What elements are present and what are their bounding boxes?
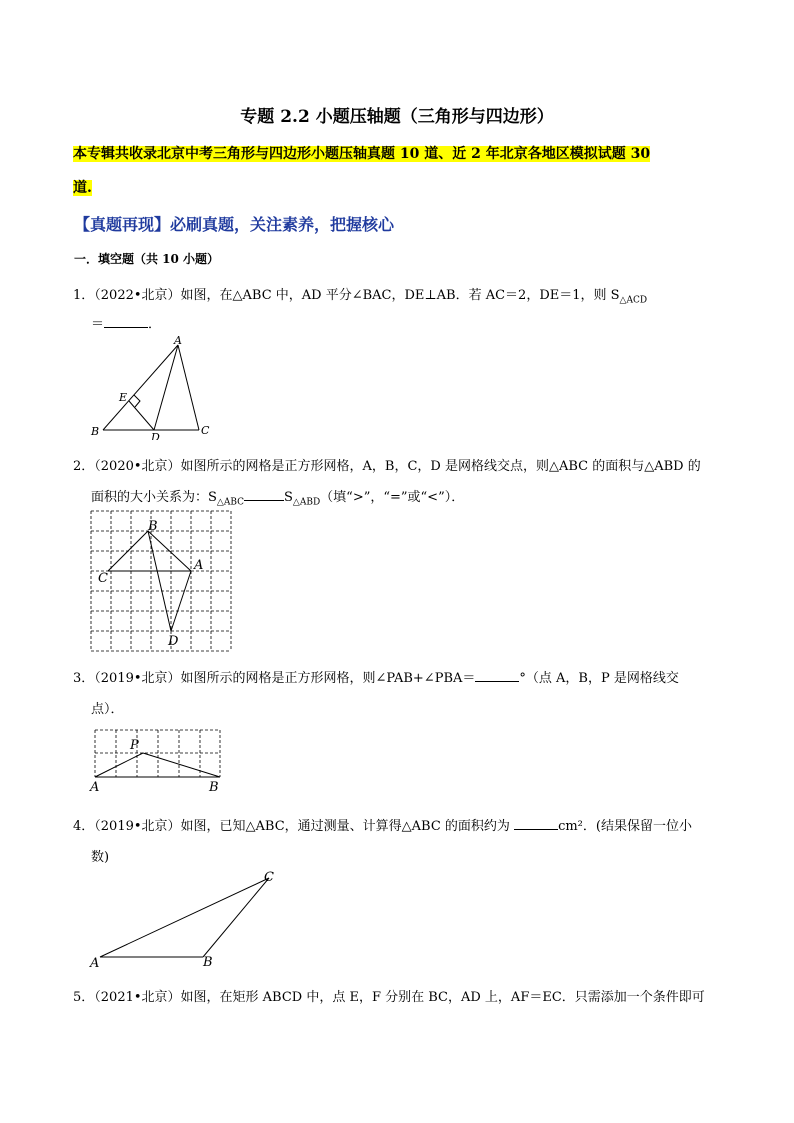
question-4-line-2: 数) — [91, 850, 110, 865]
answer-blank-3[interactable] — [475, 669, 519, 682]
label-A: A — [90, 956, 100, 971]
answer-blank-4[interactable] — [514, 817, 558, 830]
label-C: C — [264, 870, 274, 885]
question-4-line-1: 4．（2019•北京）如图，已知△ABC，通过测量、计算得△ABC 的面积约为 cm²．(结果保留一位小 — [73, 819, 692, 834]
figure-q1-triangle — [85, 335, 215, 440]
label-C: C — [98, 571, 108, 586]
question-3-line-1: 3．（2019•北京）如图所示的网格是正方形网格，则∠PAB+∠PBA＝ °（点 A，B，P 是网格线交 — [73, 671, 679, 686]
question-1-line-2: ＝ ． — [91, 317, 162, 332]
intro-line-2: 道. — [73, 180, 92, 196]
label-E: E — [119, 391, 128, 404]
label-B: B — [209, 780, 219, 795]
label-B: B — [203, 955, 213, 970]
label-D: D — [168, 634, 179, 649]
label-P: P — [130, 738, 139, 753]
section-heading: 【真题再现】必刷真题，关注素养，把握核心 — [74, 215, 395, 234]
question-1-line-1: 1．（2022•北京）如图，在△ABC 中，AD 平分∠BAC，DE⊥AB．若 AC＝2，DE＝1，则 $S_{\triangle ACD}$ — [73, 288, 648, 306]
label-B: B — [91, 425, 100, 438]
question-2-line-1: 2．（2020•北京）如图所示的网格是正方形网格，A，B，C，D 是网格线交点，则△ABC 的面积与△ABD 的 — [73, 459, 701, 474]
answer-blank-1[interactable] — [104, 315, 148, 328]
page-title: 专题 2.2 小题压轴题（三角形与四边形） — [240, 107, 554, 127]
label-C: C — [201, 424, 210, 437]
label-A: A — [174, 335, 182, 347]
question-2-line-2: 面积的大小关系为：$S_{\triangle ABC}$ $S_{\triangle ABD}$（填“>”，“=”或“<”）． — [91, 490, 465, 508]
figure-q4-triangle — [85, 868, 280, 973]
intro-line-1: 本专辑共收录北京中考三角形与四边形小题压轴真题 10 道、近 2 年北京各地区模拟试题 30 — [73, 146, 651, 162]
label-D: D — [151, 431, 160, 440]
label-A: A — [194, 558, 204, 573]
question-5-line-1: 5．（2021•北京）如图，在矩形 ABCD 中，点 E，F 分别在 BC，AD 上，AF＝EC．只需添加一个条件即可 — [73, 990, 705, 1005]
answer-blank-2[interactable] — [244, 488, 284, 501]
figure-q3-grid — [85, 725, 225, 795]
label-B: B — [148, 519, 158, 534]
question-3-line-2: 点）． — [91, 702, 124, 717]
label-A: A — [90, 780, 100, 795]
part-heading: 一．填空题（共 10 小题） — [74, 252, 220, 266]
figure-q2-grid — [88, 508, 234, 654]
